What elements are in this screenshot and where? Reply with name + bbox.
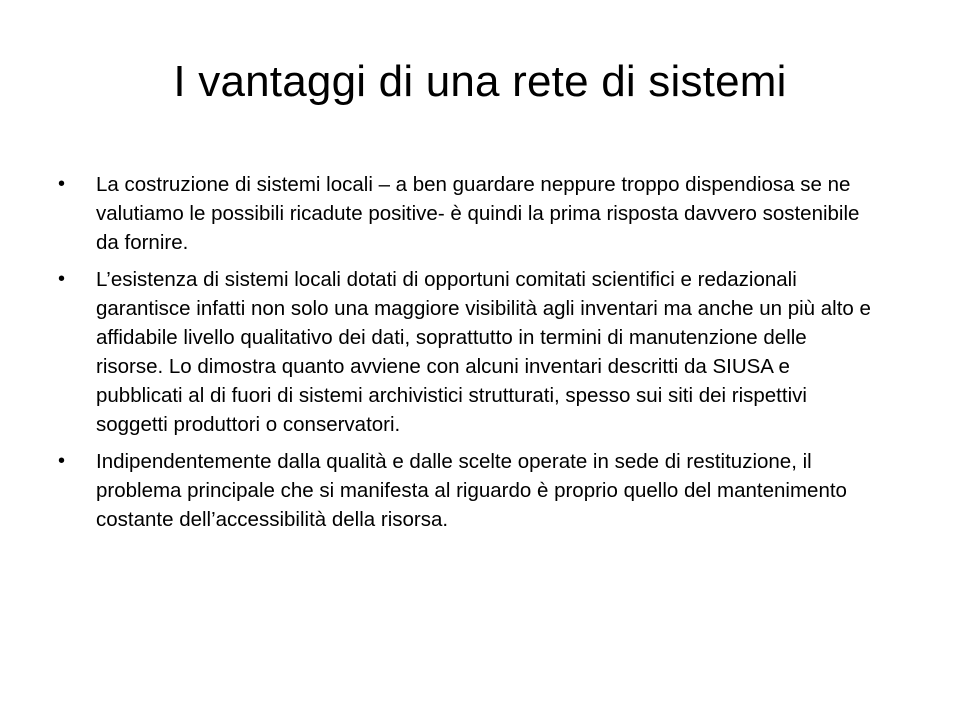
bullet-item: [58, 447, 878, 534]
bullet-text: La costruzione di sistemi locali – a ben guardare neppure troppo dispendiosa se ne valutiamo le possibili ricadute positive- è quindi la prima risposta davvero sostenibile da fornire.: [96, 173, 860, 254]
bullet-dot-icon: •: [58, 173, 66, 195]
bullet-item: [58, 170, 878, 257]
bullet-text: Indipendentemente dalla qualità e dalle scelte operate in sede di restituzione, il problema principale che si manifesta al riguardo è proprio quello del mantenimento costante dell’accessibilità della risorsa.: [96, 450, 847, 531]
bullet-dot-icon: •: [58, 268, 66, 290]
bullet-text: L’esistenza di sistemi locali dotati di opportuni comitati scientifici e redazionali garantisce infatti non solo una maggiore visibilità agli inventari ma anche un più alto e affidabile livello qualitativo dei dati, soprattutto in termini di manutenzione delle risorse. Lo dimostra quanto avviene con alcuni inventari descritti da SIUSA e pubblicati al di fuori di sistemi archivistici strutturati, spesso sui siti dei rispettivi soggetti produttori o conservatori.: [96, 268, 871, 436]
bullet-list: [58, 170, 878, 542]
bullet-item: [58, 265, 878, 439]
slide-title: I vantaggi di una rete di sistemi: [173, 57, 787, 106]
bullet-dot-icon: •: [58, 450, 66, 472]
